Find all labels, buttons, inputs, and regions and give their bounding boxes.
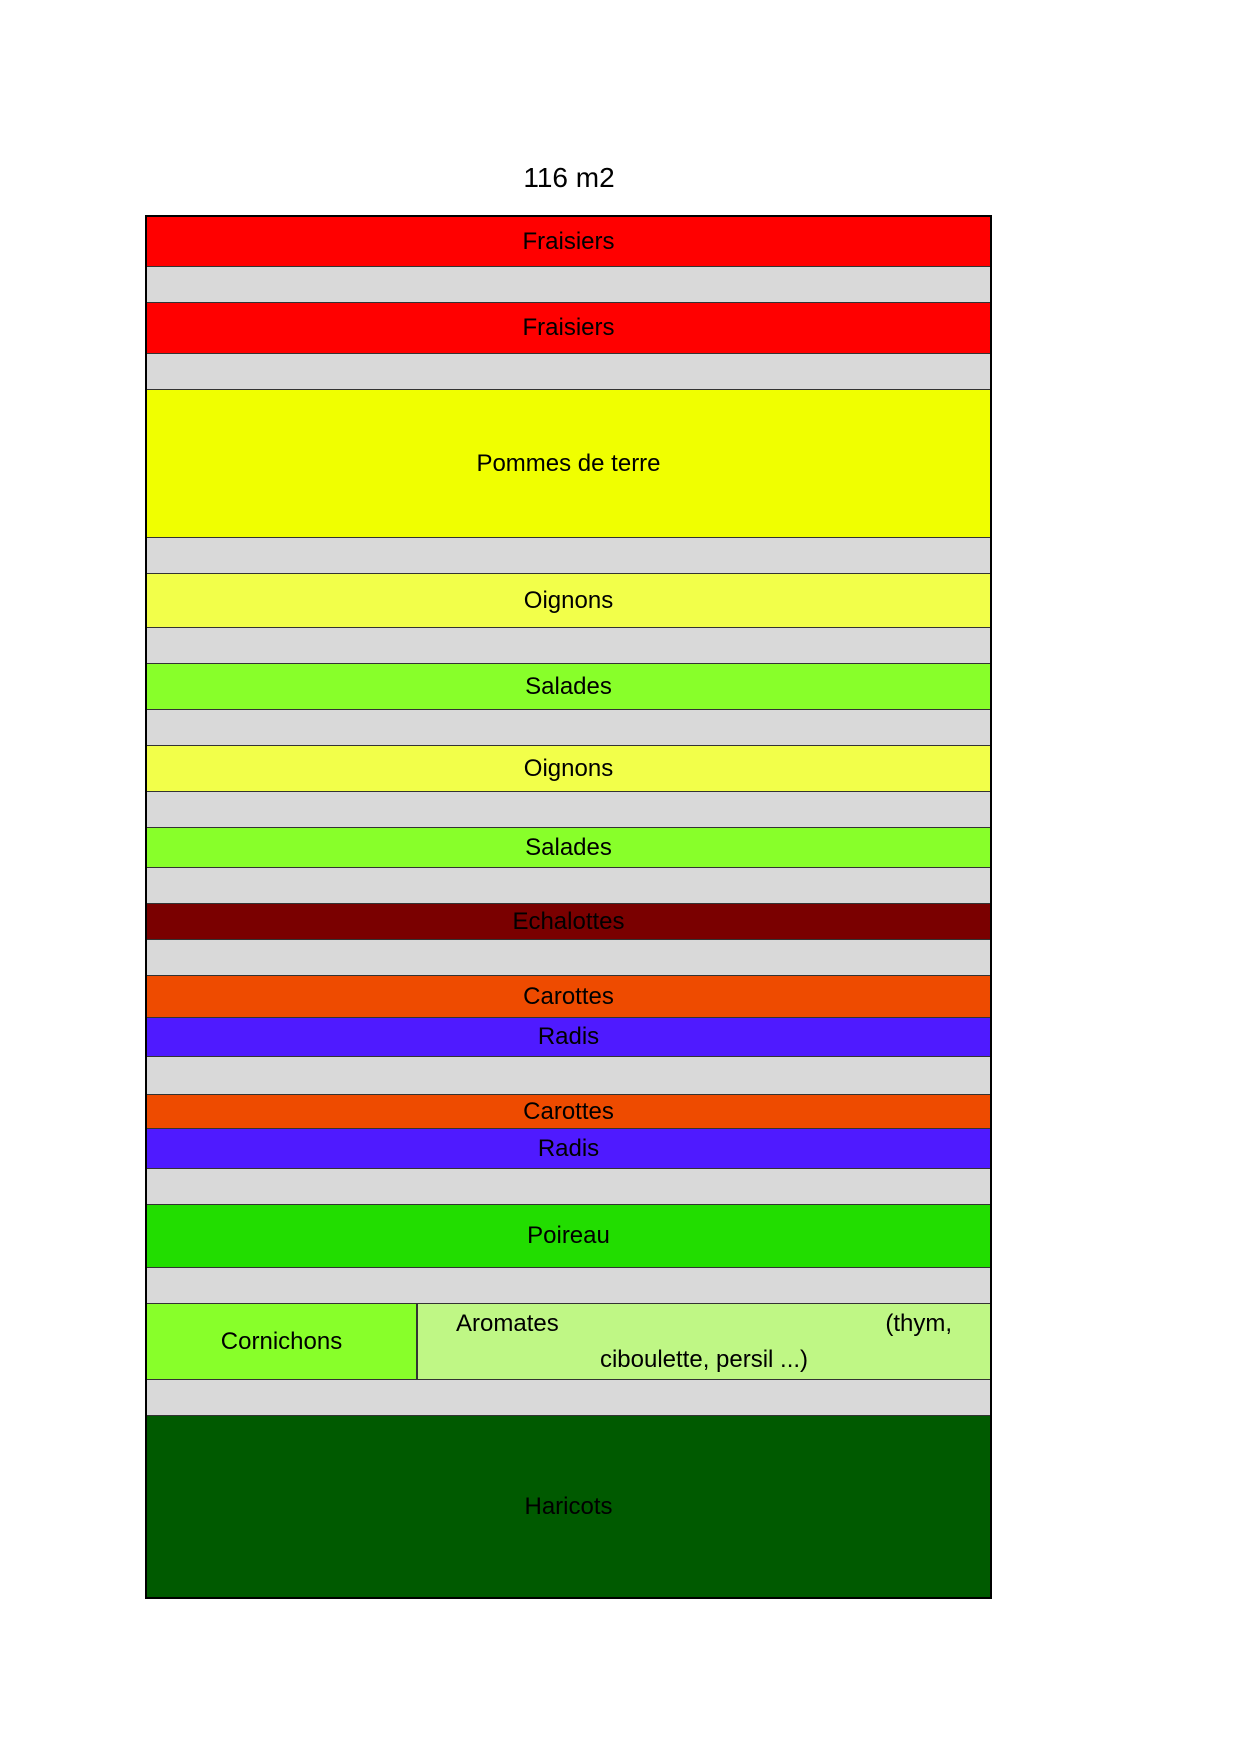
path-row: [147, 1268, 990, 1304]
path-row: [147, 792, 990, 828]
bed-oignons: Oignons: [147, 574, 990, 628]
path-row: [147, 267, 990, 303]
bed-cornichons: Cornichons: [147, 1304, 418, 1379]
bed-aromates: [418, 1304, 990, 1379]
bed-radis: Radis: [147, 1129, 990, 1169]
bed-echalottes: Echalottes: [147, 904, 990, 940]
bed-pommes-de-terre: Pommes de terre: [147, 390, 990, 538]
path-row: [147, 868, 990, 904]
garden-plan: [145, 215, 992, 1599]
bed-fraisiers: Fraisiers: [147, 303, 990, 354]
aromates-detail-start: (thym,: [885, 1309, 952, 1337]
aromates-label: Aromates: [456, 1309, 559, 1337]
bed-row-split: [147, 1304, 990, 1380]
path-row: [147, 354, 990, 390]
bed-carottes: Carottes: [147, 976, 990, 1018]
path-row: [147, 628, 990, 664]
bed-oignons: Oignons: [147, 746, 990, 792]
path-row: [147, 1380, 990, 1416]
path-row: [147, 1169, 990, 1205]
aromates-detail-end: ciboulette, persil ...): [599, 1345, 809, 1373]
path-row: [147, 1057, 990, 1095]
bed-salades: Salades: [147, 828, 990, 868]
plan-title: 116 m2: [523, 162, 615, 193]
bed-carottes: Carottes: [147, 1095, 990, 1129]
bed-fraisiers: Fraisiers: [147, 217, 990, 267]
bed-radis: Radis: [147, 1018, 990, 1057]
path-row: [147, 940, 990, 976]
path-row: [147, 538, 990, 574]
bed-haricots: Haricots: [147, 1416, 990, 1597]
path-row: [147, 710, 990, 746]
bed-poireau: Poireau: [147, 1205, 990, 1268]
bed-salades: Salades: [147, 664, 990, 710]
